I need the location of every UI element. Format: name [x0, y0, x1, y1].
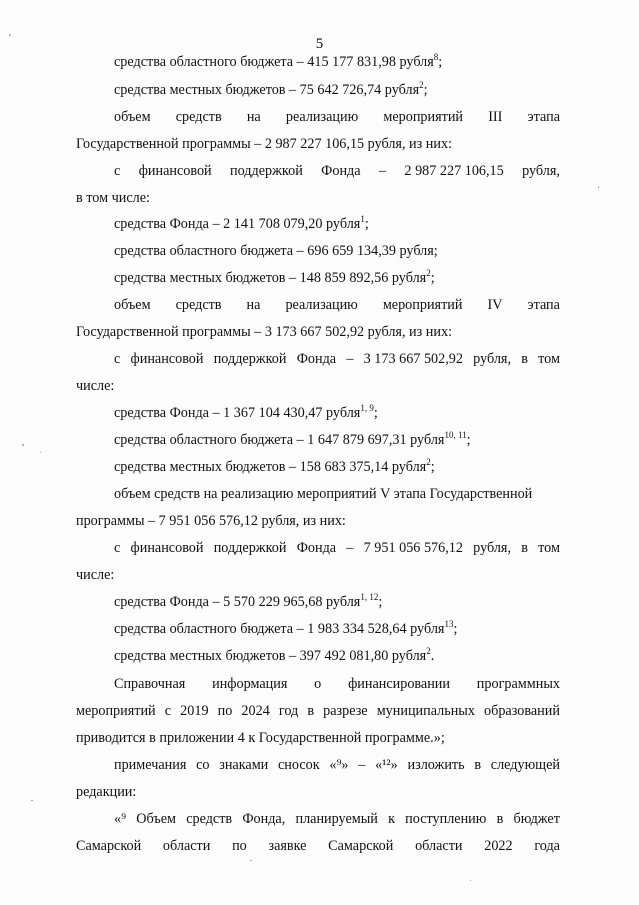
text-line-16 — [114, 459, 435, 476]
word: на — [246, 297, 261, 313]
footnote-ref: 2 — [426, 646, 431, 656]
footnote-ref: 1, 12 — [360, 592, 379, 602]
word: финансовой — [130, 540, 204, 556]
text-line-29 — [114, 811, 560, 828]
word: поддержкой — [213, 351, 287, 367]
word: Объем — [136, 811, 176, 827]
word: примечания — [114, 757, 187, 773]
word: в — [307, 703, 315, 719]
word: года — [534, 838, 560, 854]
word: – — [346, 351, 354, 367]
word: программных — [476, 676, 560, 692]
word: мероприятий — [383, 109, 464, 125]
word: «⁹ — [114, 811, 127, 827]
text-line-10 — [114, 297, 560, 314]
footnote-ref: 2 — [419, 80, 424, 90]
text-line-12 — [114, 351, 560, 368]
text-line-28: редакции: — [76, 784, 137, 800]
word: со — [196, 757, 210, 773]
word: – — [378, 163, 387, 179]
word: с — [114, 351, 121, 367]
word: рубля, — [473, 540, 512, 556]
word: области — [415, 838, 463, 854]
word: Справочная — [114, 676, 186, 692]
text-line-8: средства областного бюджета – 696 659 134,39 рубля; — [114, 243, 438, 259]
scan-speck — [40, 452, 41, 453]
text-line-3 — [114, 109, 560, 126]
word: рубля, — [522, 163, 560, 179]
text-line-18: программы – 7 951 056 576,12 рубля, из них: — [76, 513, 346, 529]
word: мероприятий — [76, 703, 156, 719]
text-line-21 — [114, 594, 382, 611]
word: средств — [175, 109, 222, 125]
line-9-text: средства местных бюджетов – 148 859 892,56 рубля — [114, 270, 427, 286]
page-number: 5 — [315, 36, 324, 52]
text-line-1 — [114, 54, 442, 71]
word: III — [488, 109, 503, 125]
line-7-tail: ; — [364, 216, 369, 232]
text-line-4: Государственной программы – 2 987 227 106,15 рубля, из них: — [76, 136, 453, 152]
line-9-tail: ; — [430, 270, 435, 286]
footnote-ref: 10, 11 — [444, 430, 467, 440]
line-23-text: средства местных бюджетов – 397 492 081,80 рубля — [114, 648, 427, 664]
word: в — [474, 757, 482, 773]
line-14-text: средства Фонда – 1 367 104 430,47 рубля — [114, 405, 361, 421]
line-21-text: средства Фонда – 5 570 229 965,68 рубля — [114, 594, 361, 610]
line-1-text: средства областного бюджета – 415 177 831,98 рубля — [114, 54, 434, 70]
line-21-tail: ; — [378, 594, 383, 610]
text-line-24 — [114, 676, 560, 693]
word: – — [346, 540, 354, 556]
text-line-25 — [76, 703, 560, 720]
text-line-26: приводится в приложении 4 к Государственной программе.»; — [76, 730, 445, 746]
word: средств — [186, 811, 233, 827]
text-line-11: Государственной программы – 3 173 667 502,92 рубля, из них: — [76, 324, 453, 340]
word: муниципальных — [376, 703, 475, 719]
word: разрезе — [323, 703, 368, 719]
footnote-ref: 2 — [426, 457, 431, 467]
word: объем — [114, 297, 151, 313]
text-line-22 — [114, 621, 457, 638]
word: финансировании — [348, 676, 450, 692]
text-line-9 — [114, 270, 435, 287]
word: средств — [175, 297, 222, 313]
word: реализацию — [285, 297, 358, 313]
word: Фонда — [321, 163, 361, 179]
line-15-tail: ; — [466, 432, 471, 448]
text-line-15 — [114, 432, 471, 449]
word: изложить — [407, 757, 465, 773]
word: по — [232, 838, 247, 854]
footnote-ref: 8 — [433, 52, 439, 62]
line-1-tail: ; — [438, 54, 443, 70]
scan-speck — [31, 800, 33, 801]
word: рубля, — [473, 351, 512, 367]
word: образований — [484, 703, 560, 719]
word: поддержкой — [230, 163, 303, 179]
text-line-7 — [114, 216, 369, 233]
scan-speck — [470, 880, 471, 881]
text-line-5 — [114, 163, 560, 180]
text-line-27 — [114, 757, 560, 774]
word: поддержкой — [213, 540, 287, 556]
word: том — [538, 540, 560, 556]
text-line-23 — [114, 648, 434, 665]
text-line-19 — [114, 540, 560, 557]
word: 2 987 227 106,15 — [404, 163, 504, 179]
line-2-text: средства местных бюджетов – 75 642 726,74 рубля — [114, 82, 420, 98]
word: этапа — [527, 297, 560, 313]
word: IV — [487, 297, 503, 313]
word: год — [278, 703, 299, 719]
line-22-text: средства областного бюджета – 1 983 334 528,64 рубля — [114, 621, 445, 637]
line-7-text: средства Фонда – 2 141 708 079,20 рубля — [114, 216, 361, 232]
line-14-tail: ; — [373, 405, 378, 421]
word: следующей — [490, 757, 560, 773]
line-22-tail: ; — [453, 621, 458, 637]
word: 2019 — [180, 703, 209, 719]
footnote-ref: 2 — [426, 268, 431, 278]
text-line-20: числе: — [76, 567, 115, 583]
word: финансовой — [130, 351, 204, 367]
word: 2024 — [241, 703, 270, 719]
text-line-14 — [114, 405, 378, 422]
line-16-text: средства местных бюджетов – 158 683 375,14 рубля — [114, 459, 427, 475]
text-line-17: объем средств на реализацию мероприятий V этапа Государственной — [114, 486, 533, 502]
word: в — [521, 540, 528, 556]
word: к — [388, 811, 395, 827]
text-line-30 — [76, 838, 560, 855]
word: по — [217, 703, 233, 719]
footnote-ref: 1, 9 — [360, 403, 374, 413]
word: Фонда, — [242, 811, 286, 827]
word: заявке — [268, 838, 307, 854]
footnote-ref: 13 — [444, 619, 454, 629]
word: этапа — [527, 109, 560, 125]
word: в — [521, 351, 528, 367]
text-line-6: в том числе: — [76, 190, 150, 206]
word: с — [114, 163, 121, 179]
word: 2022 — [484, 838, 513, 854]
word: сносок — [278, 757, 320, 773]
word: бюджет — [513, 811, 560, 827]
line-2-tail: ; — [423, 82, 428, 98]
word: 3 173 667 502,92 — [363, 351, 463, 367]
word: с — [114, 540, 121, 556]
word: Самарской — [76, 838, 142, 854]
scan-speck — [598, 186, 599, 188]
word: «¹²» — [375, 757, 398, 773]
word: поступлению — [405, 811, 487, 827]
line-16-tail: ; — [430, 459, 435, 475]
footnote-ref: 1 — [360, 214, 365, 224]
word: – — [358, 757, 366, 773]
scan-speck — [250, 860, 252, 861]
word: финансовой — [138, 163, 212, 179]
corner-mark: ' — [9, 33, 11, 44]
word: на — [246, 109, 261, 125]
word: в — [496, 811, 504, 827]
word: Фонда — [296, 351, 337, 367]
text-line-2 — [114, 82, 428, 99]
word: о — [314, 676, 322, 692]
word: том — [538, 351, 560, 367]
word: знаками — [219, 757, 269, 773]
word: Фонда — [296, 540, 337, 556]
word: области — [162, 838, 211, 854]
line-15-text: средства областного бюджета – 1 647 879 697,31 рубля — [114, 432, 445, 448]
word: мероприятий — [382, 297, 463, 313]
word: 7 951 056 576,12 — [363, 540, 463, 556]
scan-speck — [22, 444, 24, 446]
word: реализацию — [285, 109, 359, 125]
word: с — [164, 703, 172, 719]
word: планируемый — [295, 811, 378, 827]
word: информация — [212, 676, 288, 692]
line-23-tail: . — [430, 648, 435, 664]
word: «⁹» — [329, 757, 349, 773]
text-line-13: числе: — [76, 378, 115, 394]
word: объем — [114, 109, 151, 125]
word: Самарской — [328, 838, 394, 854]
